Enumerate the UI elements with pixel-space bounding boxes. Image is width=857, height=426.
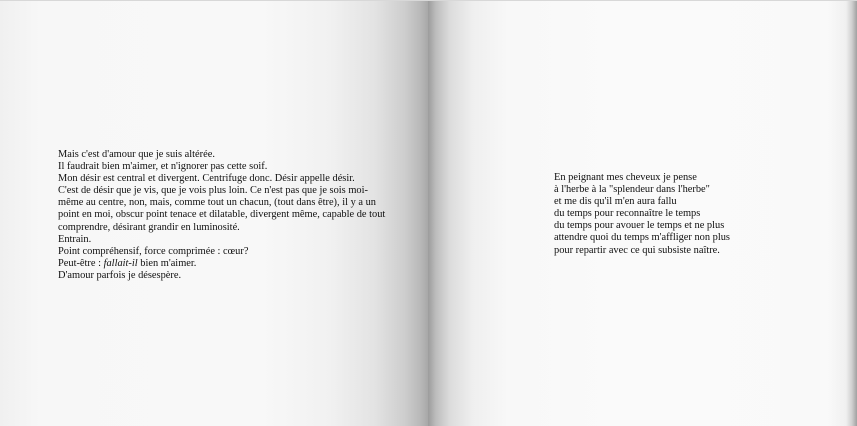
text-line: D'amour parfois je désespère.: [58, 269, 182, 281]
poem-line: du temps pour reconnaître le temps: [554, 208, 701, 220]
text-line: Entrain.: [58, 233, 92, 245]
text-line: C'est de désir que je vis, que je vois plus loin. Ce n'est pas que je sois moi-: [58, 185, 368, 197]
text-line: point en moi, obscur point tenace et dilatable, divergent même, capable de tout: [58, 209, 386, 221]
poem-line: à l'herbe à la "splendeur dans l'herbe": [554, 184, 710, 196]
peut-etre-suffix: bien m'aimer.: [137, 257, 197, 269]
text-line: Il faudrait bien m'aimer, et n'ignorer pas cette soif.: [58, 161, 268, 173]
text-line: Mon désir est central et divergent. Centrifuge donc. Désir appelle désir.: [58, 173, 355, 185]
text-line: comprendre, désirant grandir en luminosité.: [58, 221, 240, 233]
right-page-poem: [554, 172, 730, 257]
text-line: Mais c'est d'amour que je suis altérée.: [58, 149, 215, 160]
left-page-text: [58, 149, 385, 282]
poem-line: du temps pour avouer le temps et ne plus: [554, 220, 725, 232]
text-line: Point compréhensif, force comprimée : cœur?: [58, 245, 249, 257]
poem-line: En peignant mes cheveux je pense: [554, 172, 697, 183]
page-top-edge: [0, 0, 428, 1]
poem-line: pour repartir avec ce qui subsiste naître.: [554, 244, 720, 256]
poem-line: et me dis qu'il m'en aura fallu: [554, 196, 677, 208]
page-top-edge: [428, 0, 857, 1]
left-page: [0, 0, 428, 426]
text-line: même au centre, non, mais, comme tout un chacun, (tout dans être), il y a un: [58, 197, 376, 209]
peut-etre-italic: fallait-il: [103, 257, 138, 269]
text-line-peut-etre: [58, 258, 385, 270]
right-page: [428, 0, 857, 426]
poem-line: attendre quoi du temps m'affliger non plus: [554, 232, 730, 244]
peut-etre-prefix: Peut-être :: [58, 257, 104, 269]
